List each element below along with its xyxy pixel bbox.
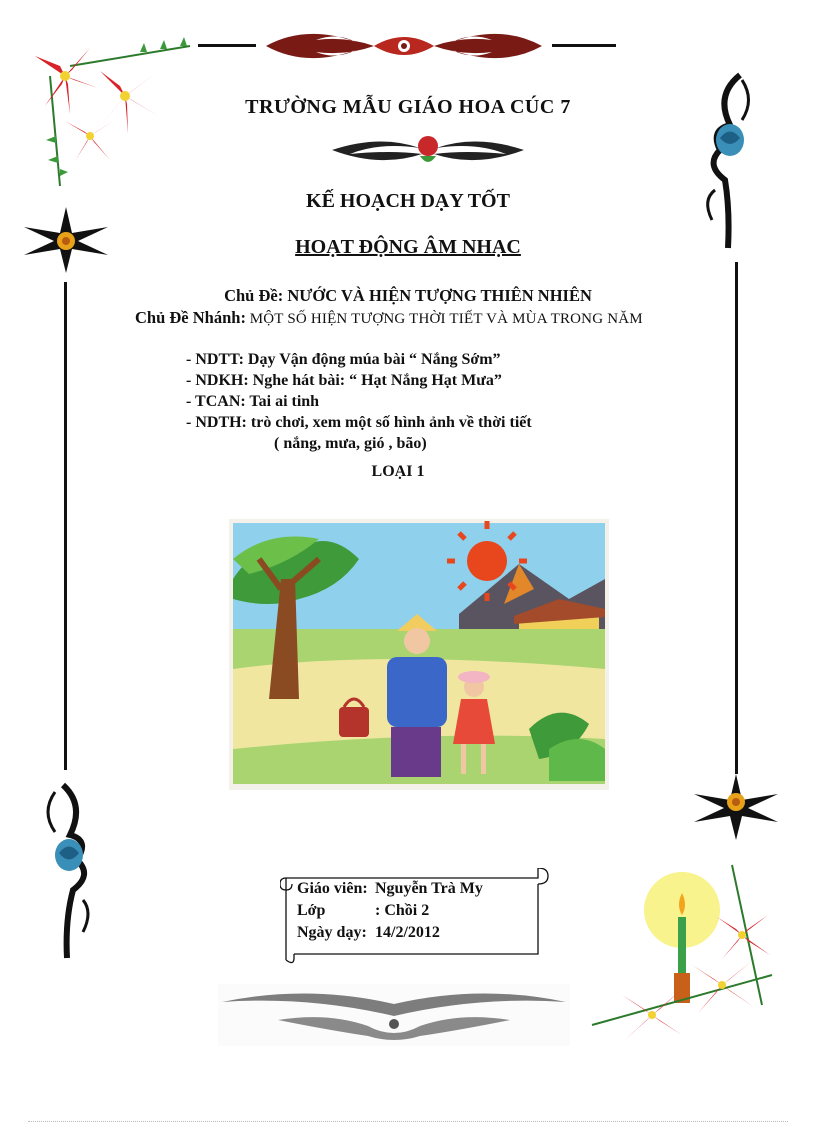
teacher-info-scroll	[280, 868, 542, 960]
plan-title: KẾ HOẠCH DẠY TỐT	[306, 190, 510, 212]
children-drawing-illustration	[229, 519, 609, 790]
content-item: - NDTH: trò chơi, xem một số hình ảnh về thời tiết	[186, 414, 532, 431]
right-border-line	[735, 262, 738, 774]
content-item: - NDKH: Nghe hát bài: “ Hạt Nắng Hạt Mưa”	[186, 372, 502, 389]
blue-rose-ornament-left	[35, 780, 97, 960]
class-value: : Chồi 2	[375, 902, 430, 919]
date-row	[297, 922, 483, 944]
rose-divider-ornament	[330, 128, 526, 172]
teacher-label: Giáo viên:	[297, 880, 368, 897]
teacher-name: Nguyễn Trà My	[375, 880, 483, 897]
class-label: Lớp	[297, 902, 326, 919]
tribal-ornament-top	[256, 26, 552, 66]
content-list	[186, 349, 532, 454]
topic-label: Chủ Đề:	[224, 286, 284, 305]
bottom-dotted-line	[28, 1121, 788, 1122]
subtopic-value: MỘT SỐ HIỆN TƯỢNG THỜI TIẾT VÀ MÙA TRONG NĂM	[249, 311, 643, 327]
date-value: 14/2/2012	[375, 924, 440, 941]
teacher-row	[297, 878, 483, 900]
content-item: - NDTT: Dạy Vận động múa bài “ Nắng Sớm”	[186, 351, 501, 368]
subtopic-label: Chủ Đề Nhánh:	[135, 308, 246, 327]
date-label: Ngày dạy:	[297, 924, 367, 941]
content-item: - TCAN: Tai ai tinh	[186, 393, 320, 410]
teacher-info-text	[297, 878, 483, 944]
school-name: TRƯỜNG MẪU GIÁO HOA CÚC 7	[245, 96, 571, 118]
candle-poinsettia-corner	[582, 855, 782, 1047]
left-border-line	[64, 282, 67, 770]
category-label: LOẠI 1	[371, 463, 425, 480]
content-item: ( nắng, mưa, gió , bão)	[274, 435, 427, 452]
class-row	[297, 900, 483, 922]
subtopic-line	[135, 308, 643, 328]
tribal-emblem-right	[692, 772, 780, 842]
tribal-ornament-bottom	[218, 984, 570, 1046]
topic-value: NƯỚC VÀ HIỆN TƯỢNG THIÊN NHIÊN	[287, 286, 592, 305]
activity-title: HOẠT ĐỘNG ÂM NHẠC	[295, 236, 521, 258]
top-border-line-right	[548, 44, 616, 47]
topic-line	[0, 286, 816, 306]
